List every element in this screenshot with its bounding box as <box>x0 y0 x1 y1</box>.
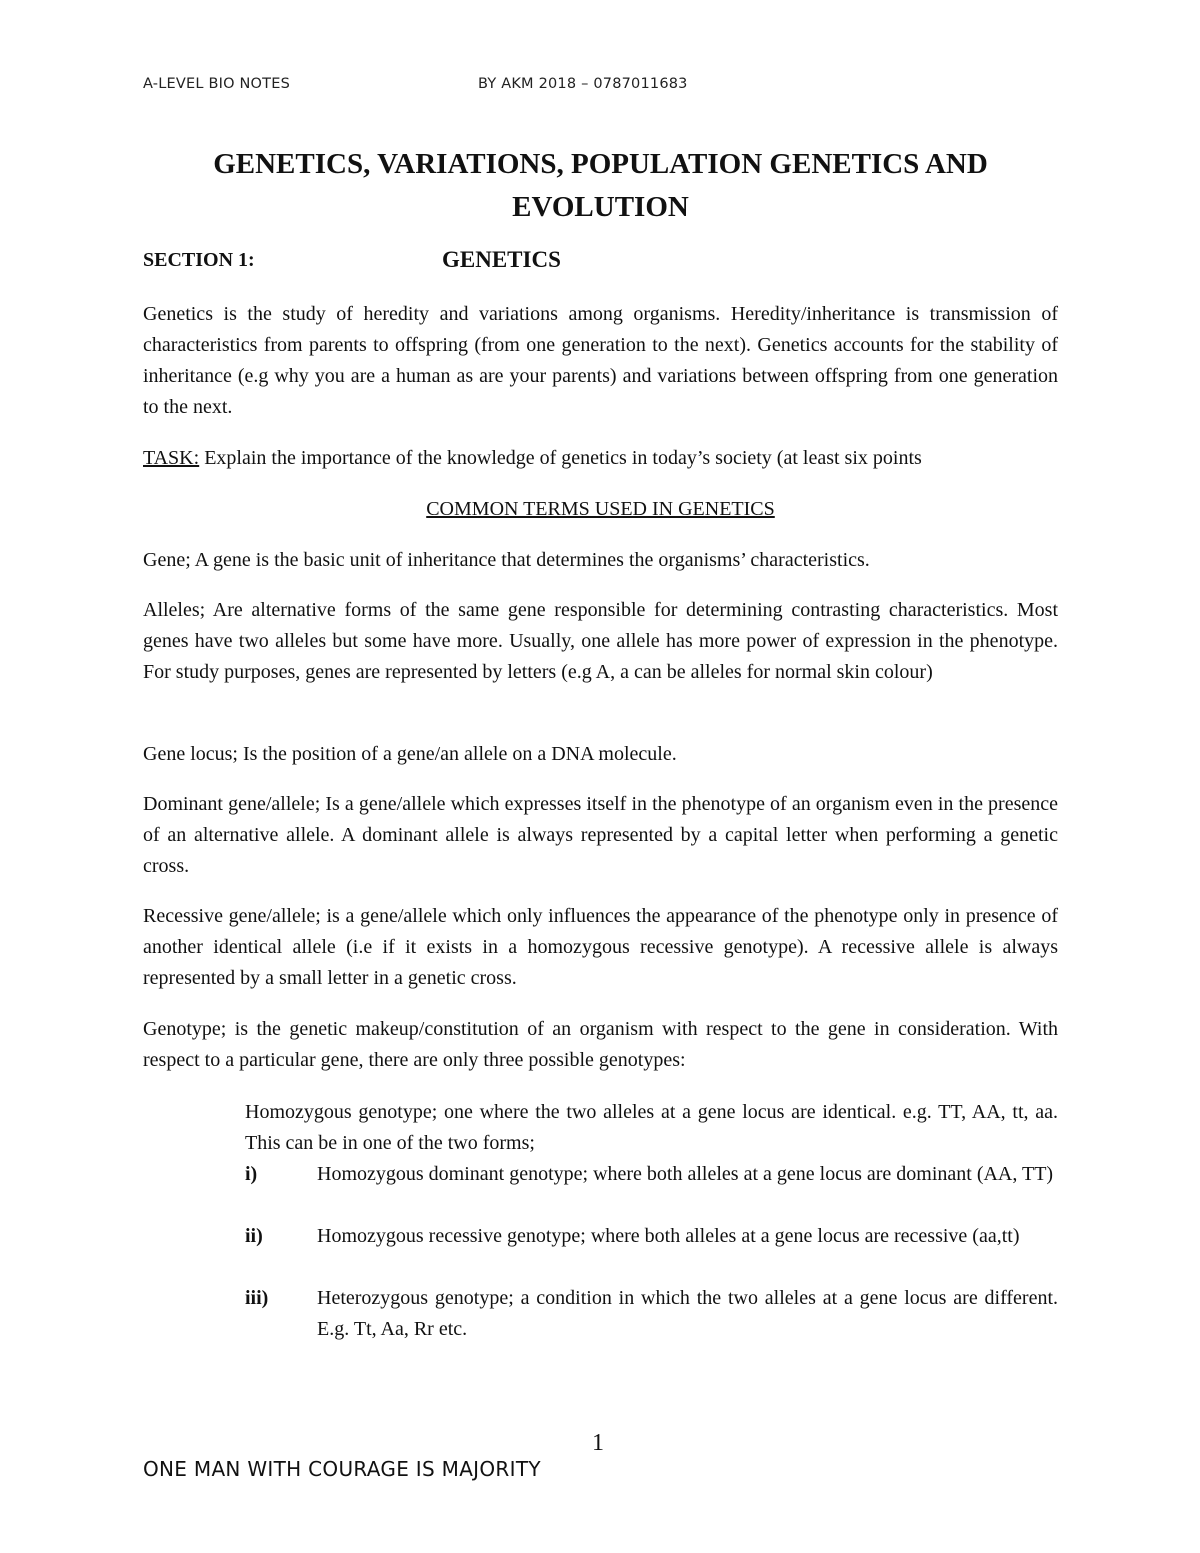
header-right: BY AKM 2018 – 0787011683 <box>478 76 688 92</box>
list-item-text: Homozygous recessive genotype; where both alleles at a gene locus are recessive (aa,tt) <box>317 1225 1020 1247</box>
terms-heading: COMMON TERMS USED IN GENETICS <box>426 498 775 520</box>
list-item-text: Heterozygous genotype; a condition in which the two alleles at a gene locus are different. E.g. Tt, Aa, Rr etc. <box>317 1287 1058 1340</box>
term-genotype: Genotype; is the genetic makeup/constitution of an organism with respect to the gene in consideration. With respect to a particular gene, there are only three possible genotypes: <box>143 1018 1058 1071</box>
list-item-marker: ii) <box>245 1225 263 1247</box>
term-gene: Gene; A gene is the basic unit of inheritance that determines the organisms’ characteristics. <box>143 549 870 571</box>
section-number: SECTION 1: <box>143 249 255 271</box>
list-item-marker: iii) <box>245 1287 269 1309</box>
homozygous-intro: Homozygous genotype; one where the two alleles at a gene locus are identical. e.g. TT, AA, tt, aa. This can be in one of the two forms; <box>245 1101 1058 1154</box>
title-line-2: EVOLUTION <box>512 191 689 223</box>
genotype-list <box>245 1097 1058 1340</box>
list-item-marker: i) <box>245 1163 258 1185</box>
footer-motto: ONE MAN WITH COURAGE IS MAJORITY <box>143 1457 541 1481</box>
task-text: Explain the importance of the knowledge of genetics in today’s society (at least six points <box>199 447 922 469</box>
list-item-text: Homozygous dominant genotype; where both alleles at a gene locus are dominant (AA, TT) <box>317 1163 1054 1185</box>
term-gene-locus: Gene locus; Is the position of a gene/an allele on a DNA molecule. <box>143 743 677 765</box>
intro-paragraph: Genetics is the study of heredity and variations among organisms. Heredity/inheritance is transmission of characteristics from parents to offspring (from one generation to the next). Genetics accounts for the stability of inheritance (e.g why you are a human as are your parents) and variations between offspring from one generation to the next. <box>143 303 1058 418</box>
page-number: 1 <box>592 1430 604 1456</box>
task-label: TASK: <box>143 447 200 469</box>
section-name: GENETICS <box>442 247 561 272</box>
document-title <box>143 143 1058 229</box>
header-left: A-LEVEL BIO NOTES <box>143 76 290 92</box>
term-alleles: Alleles; Are alternative forms of the same gene responsible for determining contrasting characteristics. Most genes have two alleles but some have more. Usually, one allele has more power of expression in the phenotype. For study purposes, genes are represented by letters (e.g A, a can be alleles for normal skin colour) <box>143 599 1058 683</box>
title-line-1: GENETICS, VARIATIONS, POPULATION GENETICS AND <box>213 148 988 180</box>
term-dominant: Dominant gene/allele; Is a gene/allele which expresses itself in the phenotype of an organism even in the presence of an alternative allele. A dominant allele is always represented by a capital letter when performing a genetic cross. <box>143 793 1058 877</box>
term-recessive: Recessive gene/allele; is a gene/allele which only influences the appearance of the phenotype only in presence of another identical allele (i.e if it exists in a homozygous recessive genotype). A recessive allele is always represented by a small letter in a genetic cross. <box>143 905 1058 989</box>
task-paragraph <box>143 443 1058 474</box>
